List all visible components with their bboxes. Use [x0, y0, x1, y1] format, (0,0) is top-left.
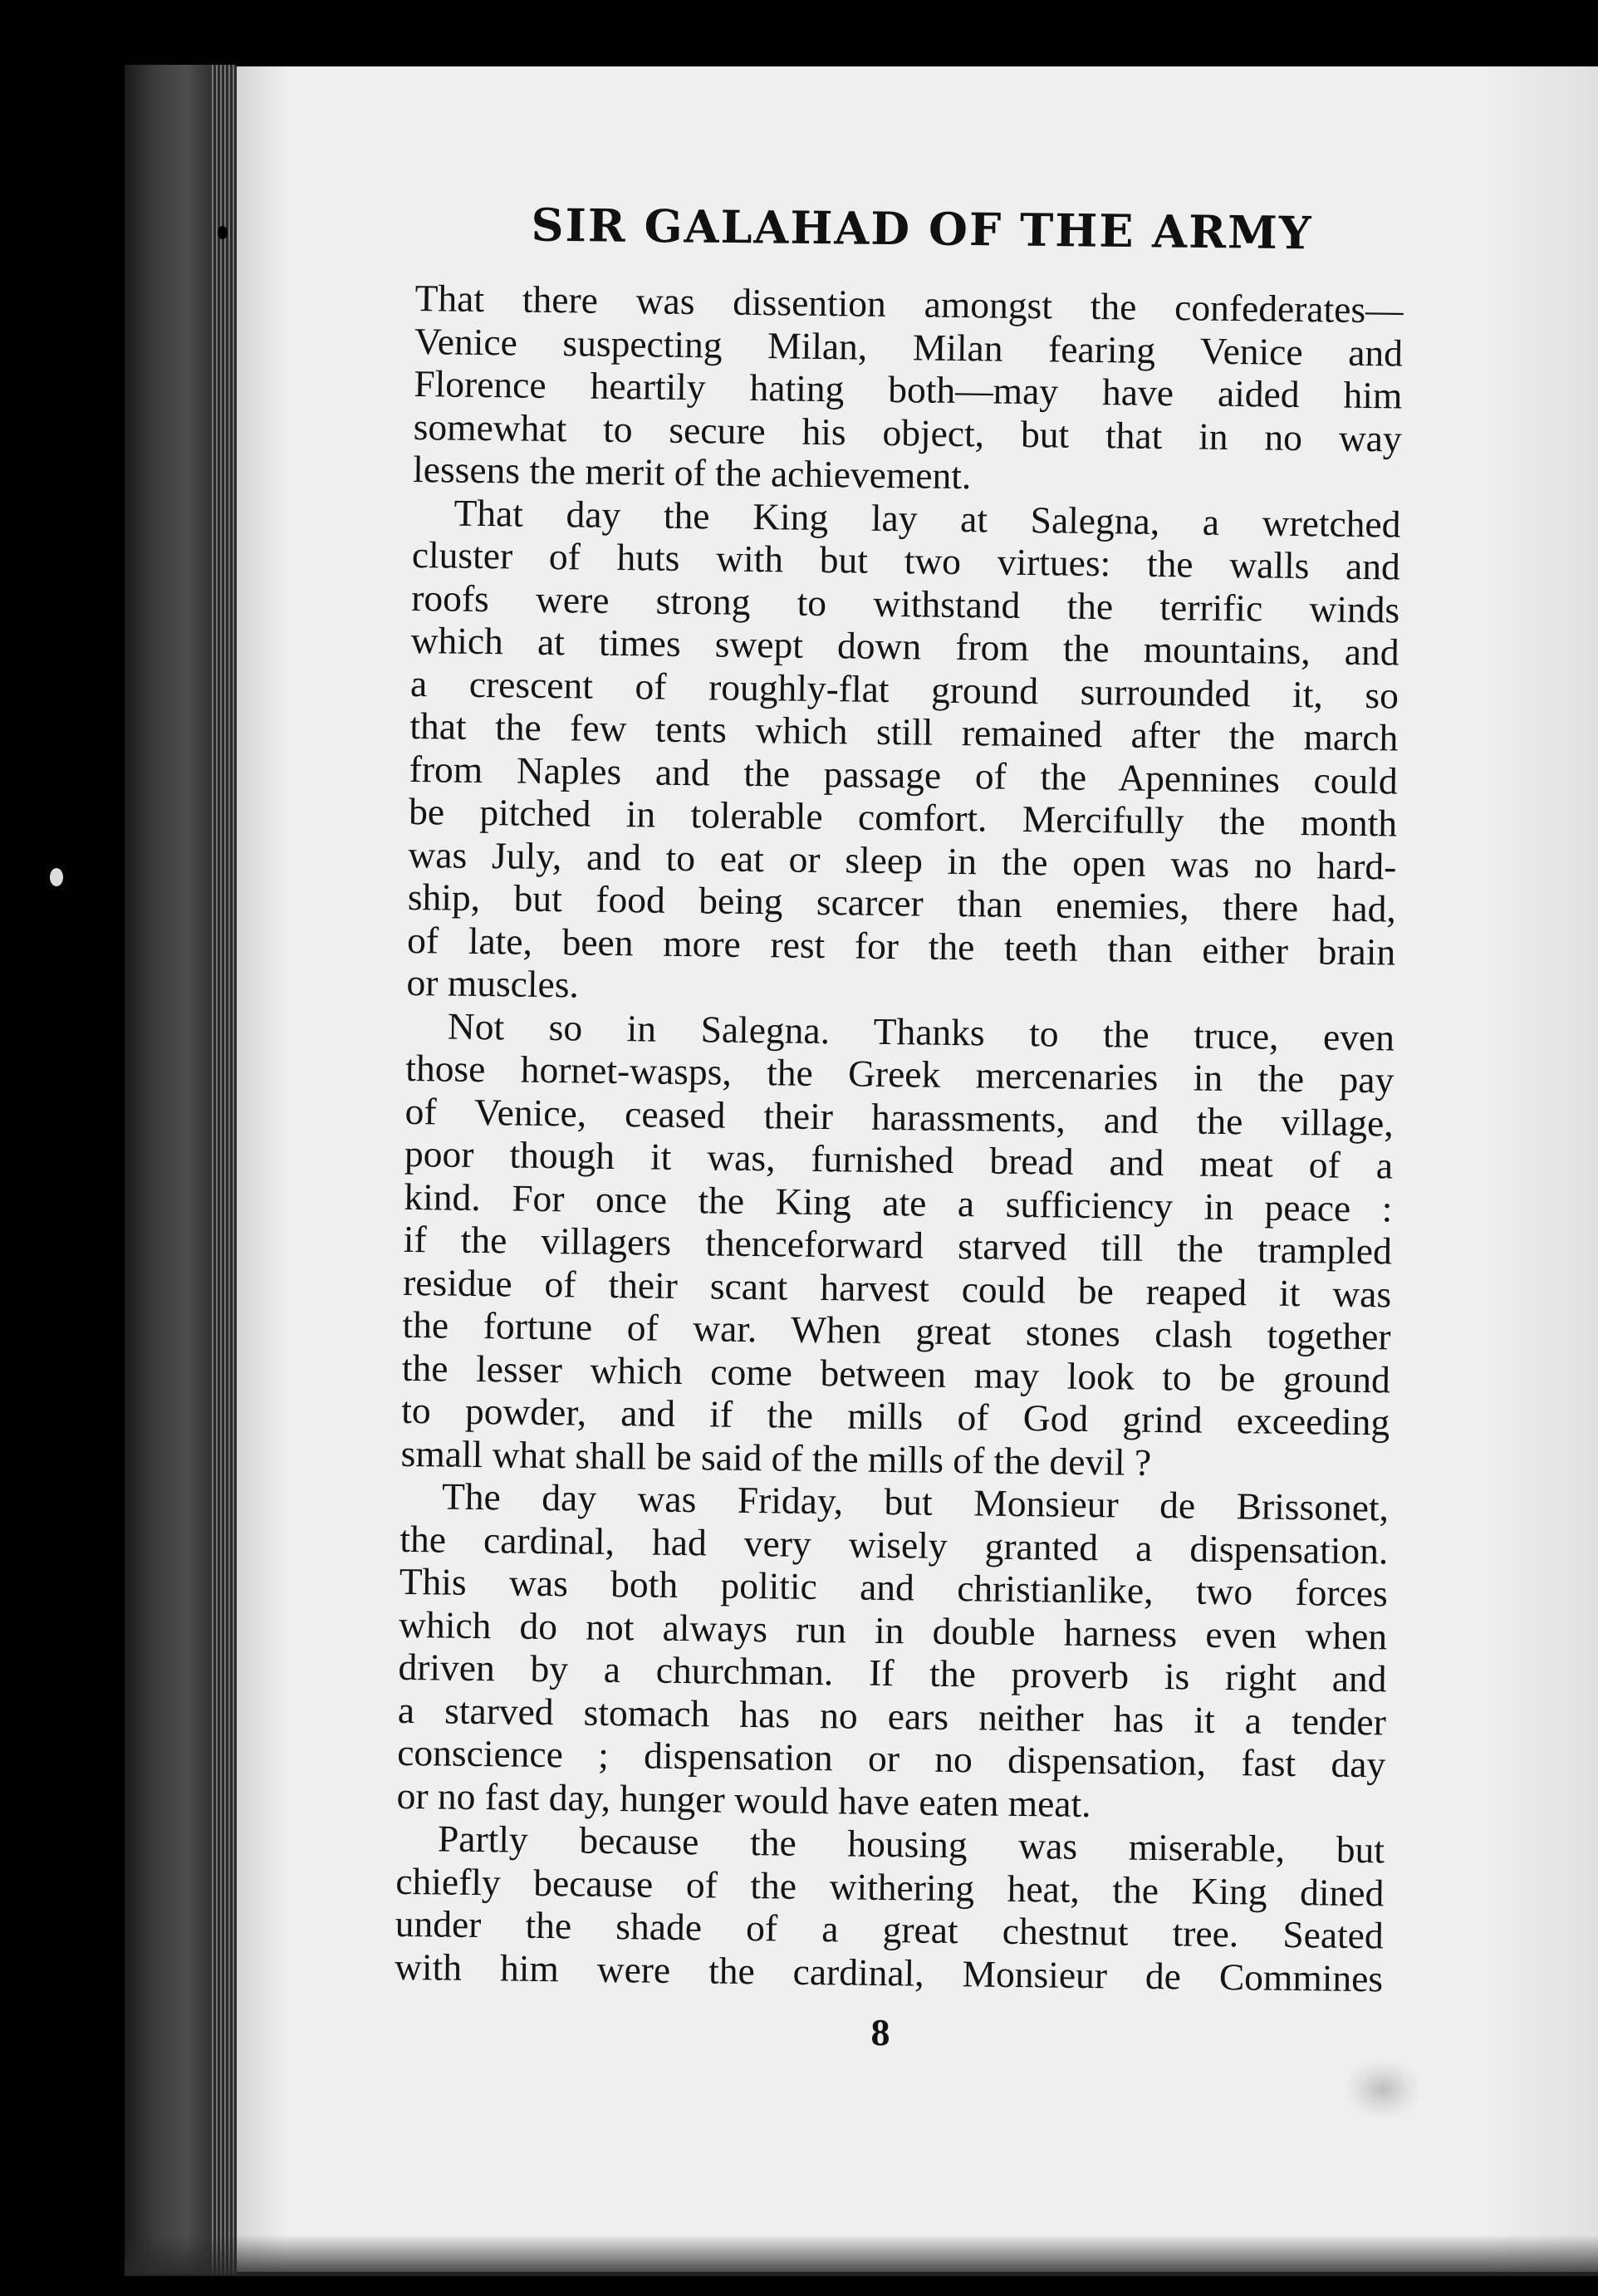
text-line: the cardinal, had very wisely granted a dispensation. [400, 1517, 1389, 1572]
text-line: conscience ; dispensation or no dispensation, fast day [396, 1730, 1386, 1786]
text-line: the fortune of war. When great stones clash together [402, 1303, 1391, 1358]
paragraph [400, 1003, 1395, 1486]
text-line: somewhat to secure his object, but that in no way [413, 405, 1403, 460]
text-line: lessens the merit of the achievement. [412, 447, 972, 498]
text-line: cluster of huts with but two virtues: the walls and [411, 532, 1401, 588]
text-line: That day the King lay at Salegna, a wretched [453, 491, 1401, 546]
text-line: kind. For once the King ate a sufficiency in peace : [404, 1175, 1393, 1229]
running-head: SIR GALAHAD OF THE ARMY [531, 198, 1313, 260]
text-line: those hornet-wasps, the Greek mercenaries in the pay [405, 1046, 1395, 1101]
text-line: ship, but food being scarcer than enemies, there had, [407, 875, 1397, 930]
text-line: chiefly because of the withering heat, the King dined [395, 1859, 1385, 1914]
text-line: which do not always run in double harness even when [398, 1602, 1388, 1657]
text-line: Partly because the housing was miserable, but [437, 1817, 1385, 1872]
text-line: from Naples and the passage of the Apennines could [409, 747, 1398, 802]
text-line: This was both politic and christianlike, two forces [399, 1559, 1389, 1615]
text-line: residue of their scant harvest could be reaped it was [402, 1260, 1392, 1315]
text-line: a crescent of roughly-flat ground surrounded it, so [409, 661, 1399, 716]
spine-mark [218, 226, 228, 239]
text-line: poor though it was, furnished bread and meat of a [404, 1131, 1394, 1187]
text-line: of late, been more rest for the teeth than either brain [406, 918, 1396, 973]
text-line: the lesser which come between may look to be ground [401, 1346, 1391, 1401]
text-line: or no fast day, hunger would have eaten meat. [396, 1774, 1091, 1825]
text-line: of Venice, ceased their harassments, and the village, [404, 1089, 1394, 1144]
text-line: if the villagers thenceforward starved till the trampled [403, 1217, 1393, 1273]
text-line: Venice suspecting Milan, Milan fearing Venice and [414, 319, 1404, 375]
text-line: Florence heartily hating both—may have aided him [414, 361, 1403, 417]
text-line: under the shade of a great chestnut tree. Seated [395, 1901, 1385, 1957]
page-edges [212, 65, 237, 2274]
text-line: be pitched in tolerable comfort. Mercifully the month [408, 789, 1398, 845]
text-line: a starved stomach has no ears neither has it a tender [397, 1688, 1387, 1743]
body-text [395, 277, 1404, 1999]
paragraph [396, 1474, 1389, 1829]
page-number: 8 [870, 2011, 890, 2053]
text-line: small what shall be said of the mills of the devil ? [400, 1431, 1152, 1484]
scan-smudge [1346, 2060, 1420, 2118]
text-line: or muscles. [406, 960, 580, 1006]
page-bottom-shadow [125, 2235, 1598, 2276]
paragraph [406, 490, 1400, 1015]
text-line: was July, and to eat or sleep in the open was no hard- [408, 832, 1397, 887]
text-line: to powder, and if the mills of God grind exceeding [401, 1388, 1390, 1444]
scan-artifact-dot [50, 868, 63, 886]
text-line: with him were the cardinal, Monsieur de Commines [394, 1945, 1384, 1999]
paragraph [395, 1817, 1385, 2000]
text-line: that the few tents which still remained after the march [409, 704, 1399, 759]
text-line: The day was Friday, but Monsieur de Brissonet, [441, 1474, 1390, 1529]
text-line: which at times swept down from the mountains, and [410, 618, 1399, 674]
text-line: driven by a churchman. If the proverb is right and [398, 1645, 1387, 1700]
text-line: Not so in Salegna. Thanks to the truce, even [447, 1004, 1395, 1058]
text-line: That there was dissention amongst the confederates— [414, 277, 1404, 331]
text-line: roofs were strong to withstand the terrific winds [410, 576, 1400, 631]
paragraph [413, 277, 1404, 503]
